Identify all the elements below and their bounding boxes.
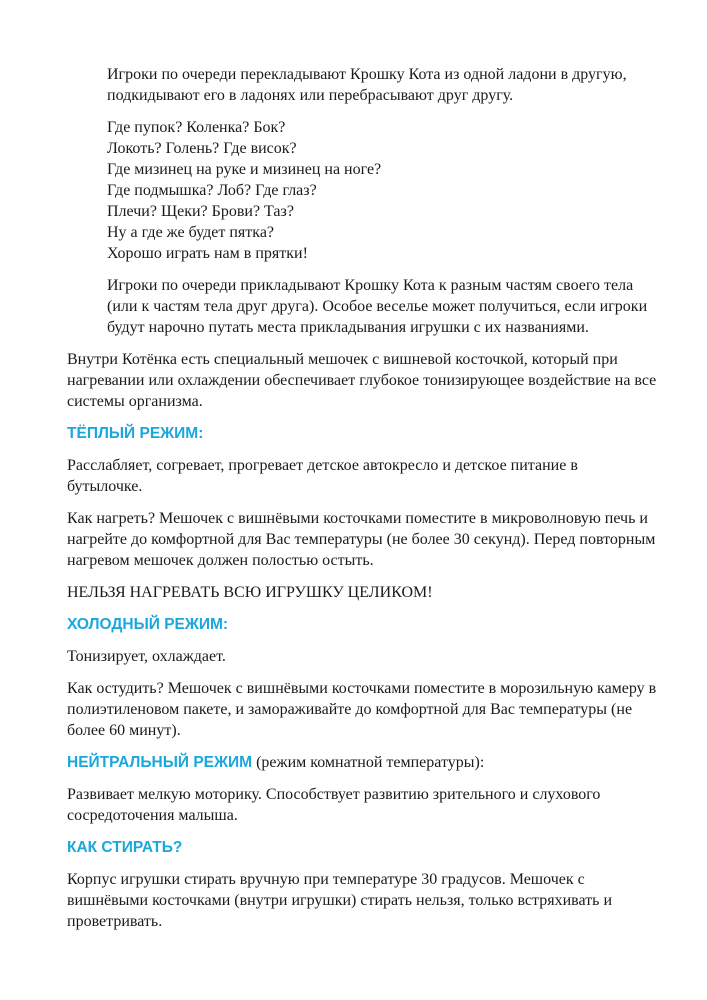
verse-line: Где мизинец на руке и мизинец на ноге? — [107, 161, 382, 178]
washing-text: Корпус игрушки стирать вручную при температуре 30 градусов. Мешочек с вишнёвыми косточками (внутри игрушки) стирать нельзя, только встряхивать и проветривать. — [67, 871, 613, 930]
verse-line: Где подмышка? Лоб? Где глаз? — [107, 182, 317, 199]
neutral-mode-heading-note: (режим комнатной температуры): — [252, 754, 485, 771]
washing-heading: КАК СТИРАТЬ? — [67, 839, 183, 856]
verse-line: Где пупок? Коленка? Бок? — [107, 119, 286, 136]
verse-line: Локоть? Голень? Где висок? — [107, 140, 297, 157]
warm-mode-how-to: Как нагреть? Мешочек с вишнёвыми косточками поместите в микроволновую печь и нагрейте до комфортной для Вас температуры (не более 30 секунд). Перед повторным нагревом мешочек должен полостью остыть. — [67, 510, 656, 569]
neutral-mode-effect: Развивает мелкую моторику. Способствует развитию зрительного и слухового сосредоточения малыша. — [67, 786, 601, 824]
pouch-info-paragraph: Внутри Котёнка есть специальный мешочек с вишневой косточкой, который при нагревании или охлаждении обеспечивает глубокое тонизирующее воздействие на все системы организма. — [67, 351, 657, 410]
rhyme-verse — [67, 117, 657, 264]
cold-mode-heading: ХОЛОДНЫЙ РЕЖИМ: — [67, 616, 229, 633]
verse-line: Плечи? Щеки? Брови? Таз? — [107, 203, 294, 220]
warm-mode-effect: Расслабляет, согревает, прогревает детское автокресло и детское питание в бутылочке. — [67, 457, 578, 495]
neutral-mode-heading-title: НЕЙТРАЛЬНЫЙ РЕЖИМ — [67, 754, 253, 771]
warm-mode-heading: ТЁПЛЫЙ РЕЖИМ: — [67, 425, 204, 442]
verse-line: Ну а где же будет пятка? — [107, 224, 275, 241]
game-passing-paragraph: Игроки по очереди перекладывают Крошку Кота из одной ладони в другую, подкидывают его в ладонях или перебрасывают друг другу. — [107, 66, 627, 104]
game-body-parts-paragraph: Игроки по очереди прикладывают Крошку Кота к разным частям своего тела (или к частям тела друг друга). Особое веселье может получиться, если игроки будут нарочно путать места прикладывания игрушки с их названиями. — [107, 277, 648, 336]
neutral-mode-heading — [67, 752, 657, 773]
cold-mode-effect: Тонизирует, охлаждает. — [67, 648, 226, 665]
warm-mode-warning: НЕЛЬЗЯ НАГРЕВАТЬ ВСЮ ИГРУШКУ ЦЕЛИКОМ! — [67, 584, 433, 601]
document-body — [67, 64, 657, 943]
verse-line: Хорошо играть нам в прятки! — [107, 245, 308, 262]
cold-mode-how-to: Как остудить? Мешочек с вишнёвыми косточками поместите в морозильную камеру в полиэтиленовом пакете, и замораживайте до комфортной для Вас температуры (не более 60 минут). — [67, 680, 657, 739]
